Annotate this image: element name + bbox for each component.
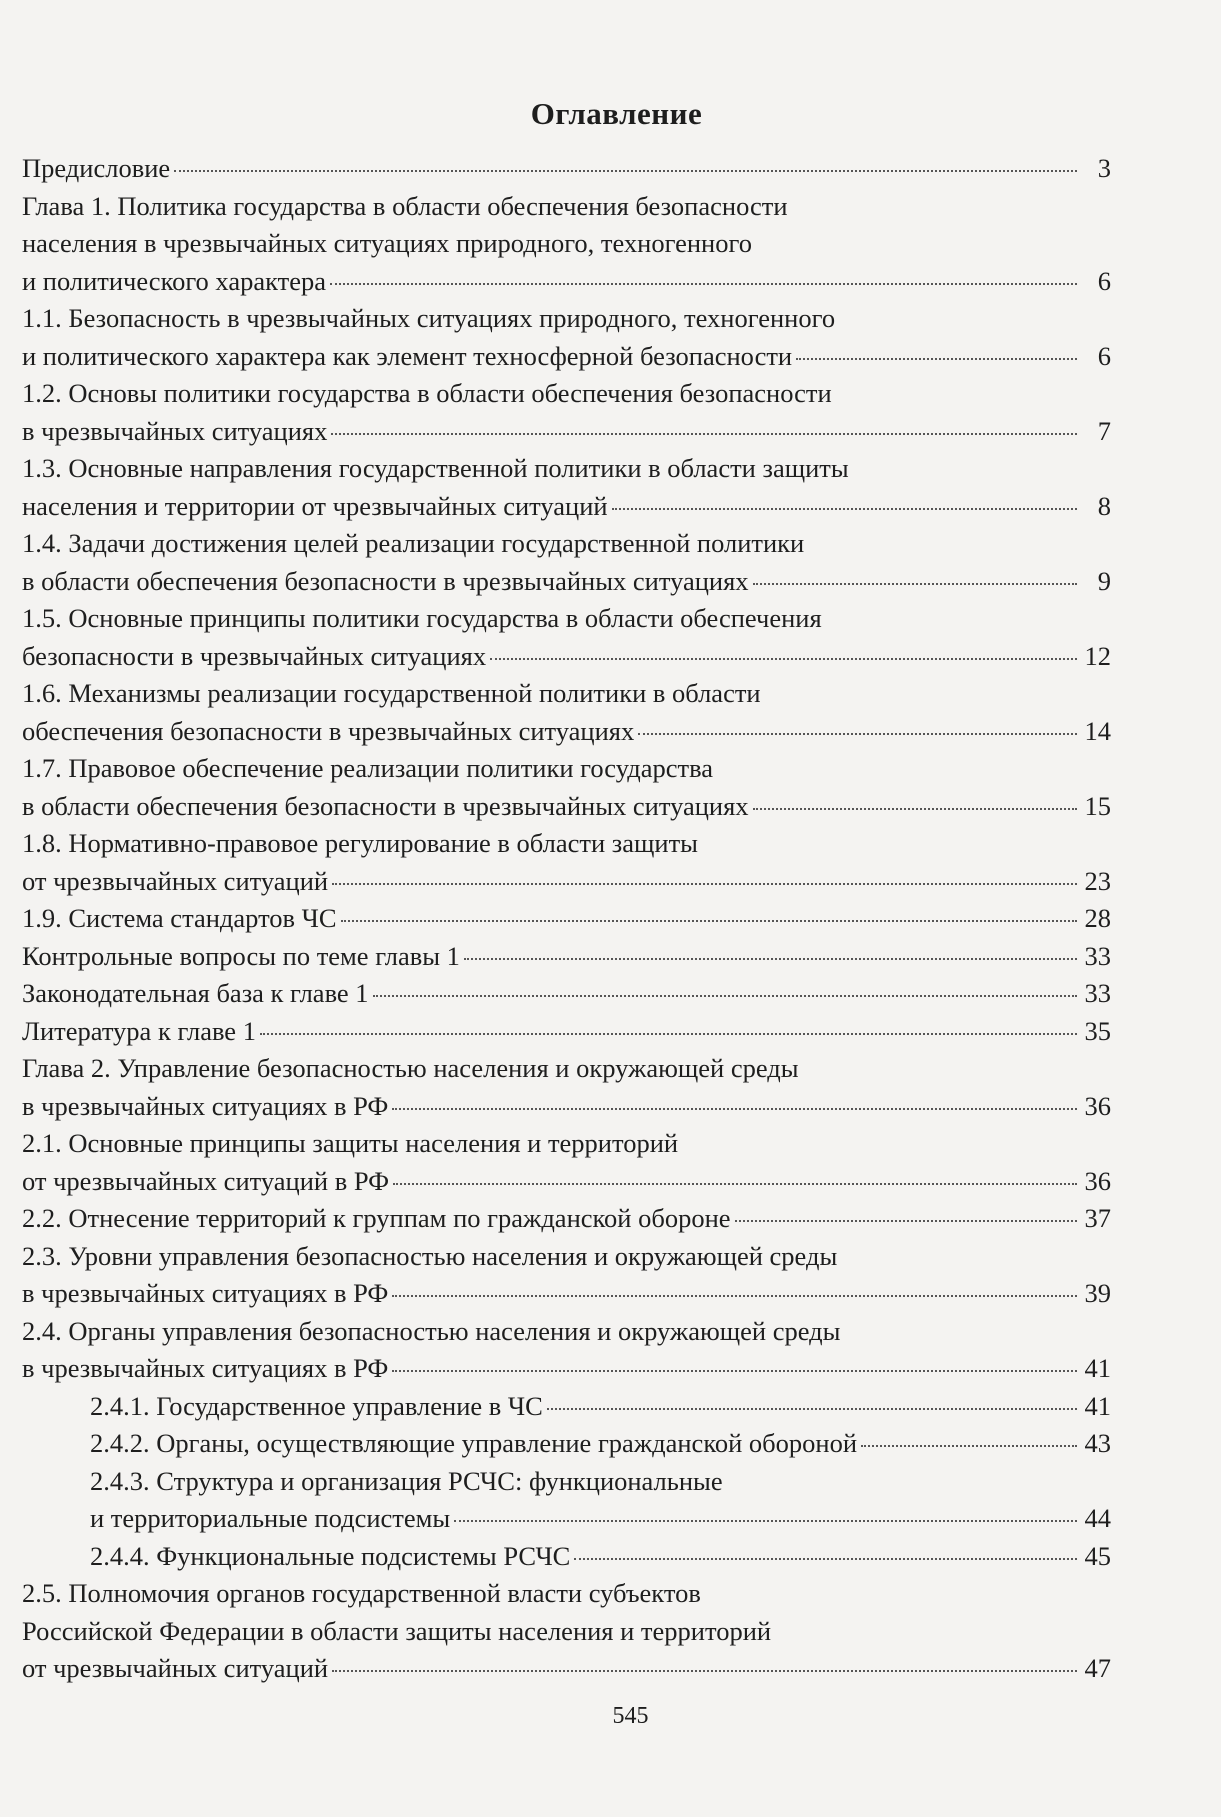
dot-leader xyxy=(332,1670,1077,1672)
dot-leader xyxy=(464,958,1077,960)
dot-leader xyxy=(393,1183,1077,1185)
toc-entry-text: Глава 1. Политика государства в области обеспечения безопасности xyxy=(22,190,788,221)
toc-entry-row xyxy=(22,1088,1111,1126)
toc-entry xyxy=(22,1050,1111,1125)
toc-entry-row xyxy=(90,1388,1111,1426)
dot-leader xyxy=(638,733,1077,735)
toc-entry-text: в чрезвычайных ситуациях xyxy=(22,415,328,446)
toc-entry-row xyxy=(90,1425,1111,1463)
toc-page-number: 35 xyxy=(1084,1015,1111,1046)
toc-entry-row xyxy=(22,1163,1111,1201)
toc-entry-row xyxy=(22,1013,1111,1051)
toc-entry-text: 1.3. Основные направления государственной политики в области защиты xyxy=(22,453,849,483)
toc-entry-row xyxy=(90,1500,1111,1538)
toc-entry-text: 2.1. Основные принципы защиты населения и территорий xyxy=(22,1128,679,1158)
dot-leader xyxy=(392,1108,1077,1110)
toc-entry xyxy=(22,750,1111,825)
toc-entry xyxy=(22,450,1111,525)
toc-entry-text: 2.4. Органы управления безопасностью населения и окружающей среды xyxy=(22,1315,841,1346)
toc-entry xyxy=(22,150,1111,188)
toc-entry xyxy=(22,1425,1111,1463)
toc-page-number: 9 xyxy=(1097,565,1111,596)
toc-entry-row xyxy=(22,1200,1111,1238)
dot-leader xyxy=(341,920,1077,922)
toc-entry-text: Предисловие xyxy=(22,153,171,183)
toc-entry-text: от чрезвычайных ситуаций в РФ xyxy=(22,1165,390,1196)
toc-entry-text: 2.4.1. Государственное управление в ЧС xyxy=(90,1390,543,1421)
toc-entry-row xyxy=(22,563,1111,601)
toc-entry xyxy=(22,825,1111,900)
toc-entry-text: и территориальные подсистемы xyxy=(90,1503,451,1533)
toc-entry-text: от чрезвычайных ситуаций xyxy=(22,1653,329,1683)
toc-page-number: 45 xyxy=(1084,1540,1111,1571)
toc-entry-text: населения в чрезвычайных ситуациях природного, техногенного xyxy=(22,228,752,258)
page-title: Оглавление xyxy=(530,96,703,131)
toc-entry xyxy=(22,1238,1111,1313)
toc-entry-row xyxy=(22,263,1111,301)
toc-page-number: 6 xyxy=(1097,340,1111,371)
toc-page-number: 39 xyxy=(1084,1278,1111,1308)
toc-page-number: 15 xyxy=(1084,790,1111,821)
toc-entry-row xyxy=(22,1350,1111,1388)
dot-leader xyxy=(490,658,1077,660)
toc-entry-row xyxy=(22,1275,1111,1313)
toc-entry-row xyxy=(22,975,1111,1013)
dot-leader xyxy=(260,1033,1077,1035)
toc-entry-text: 2.4.3. Структура и организация РСЧС: функциональные xyxy=(90,1465,723,1496)
toc-entry xyxy=(22,1388,1111,1426)
toc-page-number: 43 xyxy=(1084,1428,1111,1458)
toc-entry-text: населения и территории от чрезвычайных ситуаций xyxy=(22,490,608,521)
toc-entry-row xyxy=(22,938,1111,976)
dot-leader xyxy=(331,433,1077,435)
dot-leader xyxy=(392,1295,1077,1297)
toc-page-number: 23 xyxy=(1084,865,1111,896)
toc-entry-text: обеспечения безопасности в чрезвычайных ситуациях xyxy=(22,715,635,746)
toc-entry-text: Литература к главе 1 xyxy=(22,1015,256,1046)
toc-entry-text: 2.4.2. Органы, осуществляющие управление гражданской обороной xyxy=(90,1428,857,1458)
toc-entry-text: безопасности в чрезвычайных ситуациях xyxy=(22,640,487,671)
toc-entry-row xyxy=(22,150,1111,188)
table-of-contents xyxy=(22,150,1111,1688)
dot-leader xyxy=(174,170,1077,172)
toc-page-number: 44 xyxy=(1084,1503,1111,1533)
toc-entry-text: Российской Федерации в области защиты населения и территорий xyxy=(22,1615,772,1646)
dot-leader xyxy=(547,1408,1077,1410)
toc-entry-text: в чрезвычайных ситуациях в РФ xyxy=(22,1353,389,1383)
toc-entry xyxy=(22,1463,1111,1538)
toc-entry-text: в чрезвычайных ситуациях в РФ xyxy=(22,1090,389,1121)
dot-leader xyxy=(861,1445,1077,1447)
toc-entry xyxy=(22,300,1111,375)
toc-entry-text: 2.5. Полномочия органов государственной власти субъектов xyxy=(22,1578,701,1608)
toc-entry-row xyxy=(22,338,1111,376)
dot-leader xyxy=(574,1558,1077,1560)
toc-entry-text: 2.3. Уровни управления безопасностью населения и окружающей среды xyxy=(22,1240,838,1271)
toc-entry-text: и политического характера как элемент техносферной безопасности xyxy=(22,340,793,371)
dot-leader xyxy=(753,808,1077,810)
toc-page-number: 28 xyxy=(1084,903,1111,933)
toc-entry-text: в области обеспечения безопасности в чрезвычайных ситуациях xyxy=(22,790,749,821)
toc-entry xyxy=(22,375,1111,450)
toc-page-number: 12 xyxy=(1084,640,1111,671)
toc-page-number: 41 xyxy=(1084,1390,1111,1421)
toc-entry xyxy=(22,900,1111,938)
toc-page-number: 8 xyxy=(1097,490,1111,521)
toc-page-number: 47 xyxy=(1084,1653,1111,1683)
toc-entry-text: 1.2. Основы политики государства в области обеспечения безопасности xyxy=(22,378,832,408)
toc-entry xyxy=(22,525,1111,600)
toc-entry xyxy=(22,975,1111,1013)
toc-page-number: 36 xyxy=(1084,1090,1111,1121)
dot-leader xyxy=(454,1520,1077,1522)
toc-entry-row xyxy=(22,863,1111,901)
toc-entry xyxy=(22,1013,1111,1051)
toc-entry-row xyxy=(90,1538,1111,1576)
toc-entry-text: 1.6. Механизмы реализации государственной политики в области xyxy=(22,678,761,708)
toc-entry xyxy=(22,938,1111,976)
toc-entry-text: 1.8. Нормативно-правовое регулирование в области защиты xyxy=(22,828,698,858)
toc-entry-row xyxy=(22,413,1111,451)
toc-entry-text: Глава 2. Управление безопасностью населения и окружающей среды xyxy=(22,1053,799,1083)
toc-entry-row xyxy=(22,638,1111,676)
toc-entry xyxy=(22,675,1111,750)
toc-page-number: 36 xyxy=(1084,1165,1111,1196)
toc-entry-text: 2.2. Отнесение территорий к группам по гражданской обороне xyxy=(22,1203,731,1233)
toc-entry-text: 2.4.4. Функциональные подсистемы РСЧС xyxy=(90,1540,571,1571)
toc-entry-text: 1.4. Задачи достижения целей реализации государственной политики xyxy=(22,528,805,558)
toc-entry-row xyxy=(22,900,1111,938)
dot-leader xyxy=(330,283,1077,285)
toc-page-number: 41 xyxy=(1084,1353,1111,1383)
toc-entry xyxy=(22,1313,1111,1388)
toc-page-number: 33 xyxy=(1084,940,1111,971)
page-number: 545 xyxy=(612,1703,649,1729)
toc-entry xyxy=(22,1538,1111,1576)
toc-entry xyxy=(22,1575,1111,1688)
toc-entry-row xyxy=(22,488,1111,526)
toc-entry-text: Контрольные вопросы по теме главы 1 xyxy=(22,940,460,971)
toc-entry xyxy=(22,1125,1111,1200)
toc-page-number: 7 xyxy=(1097,415,1111,446)
dot-leader xyxy=(392,1370,1077,1372)
toc-entry-text: и политического характера xyxy=(22,265,326,296)
toc-page-number: 3 xyxy=(1097,153,1111,183)
toc-entry-text: от чрезвычайных ситуаций xyxy=(22,865,329,896)
toc-entry xyxy=(22,600,1111,675)
toc-entry-text: 1.7. Правовое обеспечение реализации политики государства xyxy=(22,753,714,783)
toc-entry xyxy=(22,1200,1111,1238)
toc-entry-text: Законодательная база к главе 1 xyxy=(22,978,369,1008)
toc-page-number: 33 xyxy=(1084,978,1111,1008)
toc-entry xyxy=(22,188,1111,301)
toc-entry-text: в области обеспечения безопасности в чрезвычайных ситуациях xyxy=(22,565,749,596)
dot-leader xyxy=(735,1220,1077,1222)
toc-entry-text: 1.1. Безопасность в чрезвычайных ситуациях природного, техногенного xyxy=(22,303,836,333)
dot-leader xyxy=(796,358,1077,360)
dot-leader xyxy=(612,508,1077,510)
toc-page-number: 37 xyxy=(1084,1203,1111,1233)
toc-entry-row xyxy=(22,1650,1111,1688)
toc-entry-text: 1.9. Система стандартов ЧС xyxy=(22,903,337,933)
dot-leader xyxy=(373,995,1077,997)
toc-page-number: 6 xyxy=(1097,265,1111,296)
dot-leader xyxy=(753,583,1077,585)
toc-page-number: 14 xyxy=(1084,715,1111,746)
toc-entry-row xyxy=(22,713,1111,751)
toc-entry-text: 1.5. Основные принципы политики государства в области обеспечения xyxy=(22,603,822,633)
toc-entry-text: в чрезвычайных ситуациях в РФ xyxy=(22,1278,389,1308)
dot-leader xyxy=(332,883,1077,885)
toc-entry-row xyxy=(22,788,1111,826)
